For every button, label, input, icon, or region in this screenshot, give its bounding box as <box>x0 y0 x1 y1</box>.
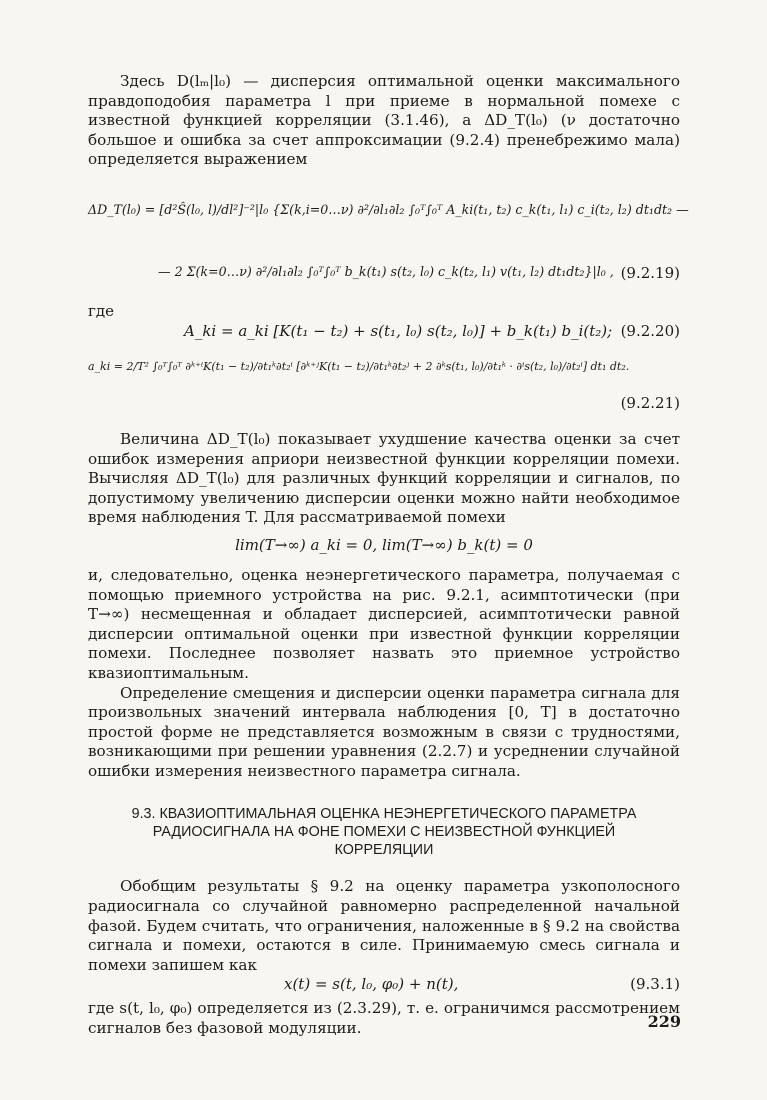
equation-9-2-21 <box>88 348 680 418</box>
equation-limits <box>88 528 680 566</box>
equation-9-2-21-text: a_ki = 2/T² ∫₀ᵀ∫₀ᵀ ∂ᵏ⁺ⁱK(t₁ − t₂)/∂t₁ᵏ∂t₂ⁱ [∂ᵏ⁺ʲK(t₁ − t₂)/∂t₁ᵏ∂t₂ʲ + 2 ∂ᵏs(t₁, l₀)/∂t₁ᵏ · ∂ⁱs(t₂, l₀)/∂t₂ⁱ] dt₁ dt₂. <box>88 359 630 373</box>
equation-number: (9.2.19) <box>620 263 680 282</box>
paragraph-intro: Здесь D(lₘ|l₀) — дисперсия оптимальной оценки максимального правдоподобия параметра l при приеме в нормальной помехе с известной функцией корреляции (3.1.46), а ΔD_T(l₀) (ν достаточно большое и ошибка за счет аппроксимации (9.2.4) пренебрежимо мала) определяется выражением <box>88 72 680 169</box>
where-word: где <box>88 301 114 320</box>
paragraph-bias: Определение смещения и дисперсии оценки параметра сигнала для произвольных значений интервала наблюдения [0, T] в достаточно простой форме не представляется возможным в связи с трудностями, возникающими при решении уравнения (2.2.7) и усреднении случайной ошибки измерения неизвестного параметра сигнала. <box>88 683 680 780</box>
equation-9-2-19 <box>88 184 689 302</box>
equation-number: (9.2.20) <box>620 321 680 340</box>
equation-9-3-1-text: x(t) = s(t, l₀, φ₀) + n(t), <box>284 975 459 994</box>
page-number: 229 <box>647 1012 681 1031</box>
equation-number: (9.2.21) <box>620 393 680 412</box>
where-label <box>88 302 680 322</box>
equation-9-2-19-line2: — 2 Σ(k=0…ν) ∂²/∂l₁∂l₂ ∫₀ᵀ∫₀ᵀ b_k(t₁) s(t₂, l₀) c_k(t₂, l₁) v(t₁, l₂) dt₁dt₂}|l₀ , <box>158 263 614 279</box>
paragraph-delta-d: Величина ΔD_T(l₀) показывает ухудшение качества оценки за счет ошибок измерения априори неизвестной функции корреляции помехи. Вычисляя ΔD_T(l₀) для различных функций корреляции и сигналов, по допустимому увеличению дисперсии оценки можно найти необходимое время наблюдения T. Для рассматриваемой помехи <box>88 429 680 527</box>
equation-number: (9.3.1) <box>630 975 680 994</box>
section-heading-line2: РАДИОСИГНАЛА НА ФОНЕ ПОМЕХИ С НЕИЗВЕСТНОЙ ФУНКЦИЕЙ <box>152 824 616 841</box>
section-heading <box>88 805 680 859</box>
equation-9-2-20-text: A_ki = a_ki [K(t₁ − t₂) + s(t₁, l₀) s(t₂, l₀)] + b_k(t₁) b_i(t₂); <box>184 321 613 340</box>
paragraph-generalize: Обобщим результаты § 9.2 на оценку параметра узкополосного радиосигнала со случайной равномерно распределенной начальной фазой. Будем считать, что ограничения, наложенные в § 9.2 на свойства сигнала и помехи, остаются в силе. Принимаемую смесь сигнала и помехи запишем как <box>88 877 680 974</box>
paragraph-asymptotic: и, следовательно, оценка неэнергетического параметра, получаемая с помощью приемного устройства на рис. 9.2.1, асимптотически (при T→∞) несмещенная и обладает дисперсией, асимптотически равной дисперсии оптимальной оценки при известной функции корреляции помехи. Последнее позволяет назвать это приемное устройство квазиоптимальным. <box>88 565 680 682</box>
limits-text: lim(T→∞) a_ki = 0, lim(T→∞) b_k(t) = 0 <box>235 535 533 554</box>
equation-9-3-1 <box>88 975 680 999</box>
paragraph-final: где s(t, l₀, φ₀) определяется из (2.3.29), т. е. ограничимся рассмотрением сигналов без фазовой модуляции. <box>88 999 680 1038</box>
section-heading-line1: 9.3. КВАЗИОПТИМАЛЬНАЯ ОЦЕНКА НЕЭНЕРГЕТИЧЕСКОГО ПАРАМЕТРА <box>131 806 637 823</box>
equation-9-2-19-line1: ΔD_T(l₀) = [d²Ŝ(l₀, l)/dl²]⁻²|l₀ {Σ(k,i=0…ν) ∂²/∂l₁∂l₂ ∫₀ᵀ∫₀ᵀ A_ki(t₁, t₂) c_k(t₁, l₁) c_i(t₂, l₂) dt₁dt₂ — <box>88 201 689 217</box>
page-body <box>88 72 689 1039</box>
section-heading-line3: КОРРЕЛЯЦИИ <box>334 842 434 859</box>
equation-9-2-20 <box>88 322 680 348</box>
